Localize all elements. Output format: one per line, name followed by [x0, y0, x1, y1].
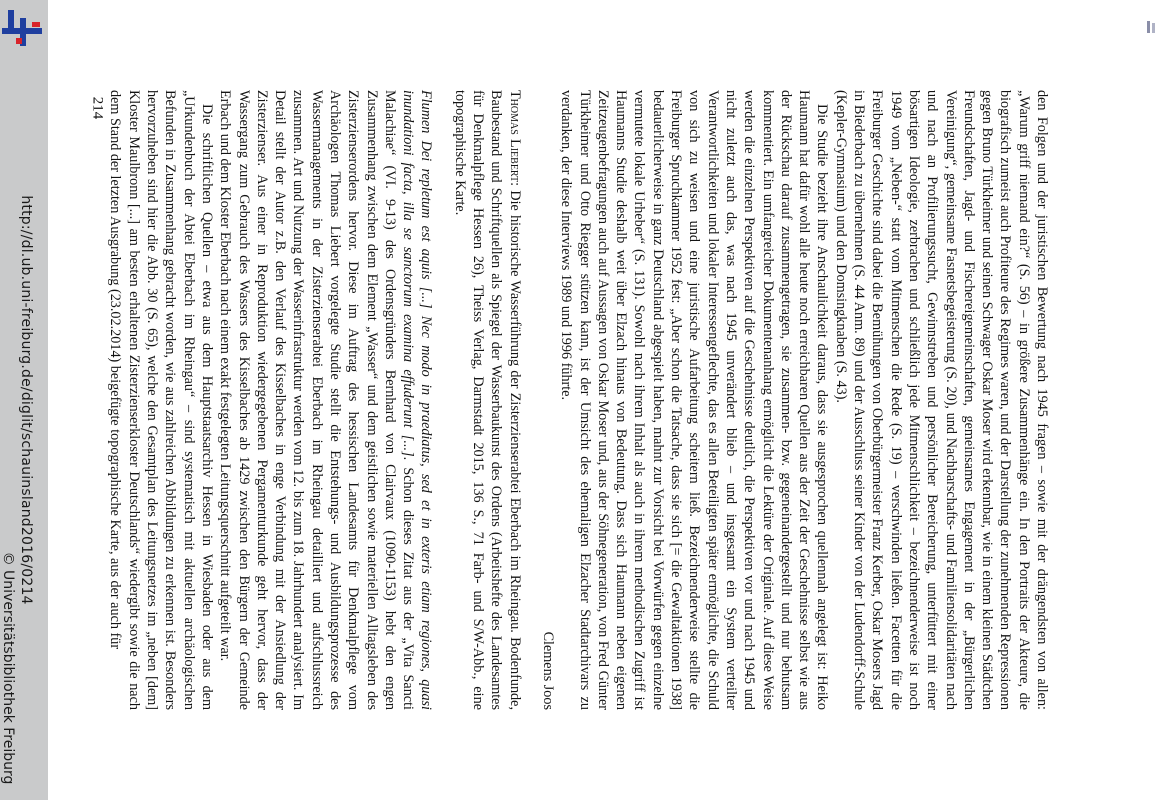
review1-signature: Clemens Joos	[539, 631, 556, 710]
review2-quote: Flumen Dei repletum est aquis [...] Nec modo in praediatus, sed et in exteris etiam regiones, quasi inundationi facta, illa se sanctorum examina effuderunt [...]	[400, 90, 435, 710]
page-content	[107, 90, 1051, 710]
university-library-logo	[2, 4, 44, 48]
review2-paragraph-1-text: . Schon dieses Zitat aus der „Vita Sancti Malachiae“ (VI. 9-13) des Ordensgründers Bernhard von Clairvaux (1090-1153) hebt den engen Zusammenhang zwischen dem Element „Wasser“ und dem geistlichen sowie materiellen Alltagsleben des Zisterzienserordens hervor. Diese im Auftrag des hessischen Landesamts für Denkmalpflege vom Archäologen Thomas Liebert vorgelegte Studie stellt die Entstehungs- und Ausbildungsprozesse des Wassermanagements in der Zisterzienserabtei Eberbach im Rheingau detailliert und aufschlussreich zusammen. Art und Nutzung der Wasserinfrastruktur werden vom 12. bis zum 18. Jahrhundert analysiert. Im Detail stellt der Autor z.B. den Verlauf des Kisselbaches in enge Verbindung mit der Ansiedlung der Zisterzienser. Aus einer in Reproduktion wiedergegebenen Pergamenturkunde geht hervor, dass der Wassergang zum Gebrauch des Wassers des Kisselbaches ab 1429 zwischen den Bürgern der Gemeinde Erbach und dem Kloster Eberbach nach einem exakt festgelegten Leitungsquerschnitt aufgeteilt war.	[217, 90, 417, 710]
review2-author: Thomas Liebert	[506, 90, 523, 183]
review1-paragraph-1: den Folgen und der juristischen Bewertung nach 1945 fragen – sowie mit der drängendsten von allen: „Warum griff niemand ein?“ (S. 56) – in größere Zusammenhänge ein. In den Portraits der Akteure, die biografisch zumeist auch Profiteure des Regimes waren, und der Darstellung der zunehmenden Repressionen gegen Bruno Türkheimer und seinen Schwager Oskar Moser wird erkennbar, wie in einem kleinen Städtchen Freundschaften, Jagd- und Fischereigemeinschaften, gemeinsames Engagement in der „Bürgerlichen Vereinigung“, gemeinsame Fasnetsbegeisterung (S. 20), und Nachbarschafts- und Familiensolidaritäten nach und nach an Profilierungssucht, Gewinnstreben und persönlicher Bereicherung, unterfüttert mit einer bösartigen Ideologie, zerbrachen und schließlich jede Mitmenschlichkeit – bezeichnenderweise ist noch 1949 vom „Neben-“ statt vom Mitmenschen die Rede (S. 19) – verschwinden ließen. Facetten für die Freiburger Geschichte sind dabei die Bemühungen von Oberbürgermeister Franz Kerber, Oskar Mosers Jagd in Biederbach zu übernehmen (S. 44 Anm. 89) und der Ausschluss seiner Kinder von der Ludendorff-Schule (Kepler-Gymnasium) und den Domsingknaben (S. 43).	[832, 90, 1050, 710]
source-url[interactable]: http://dl.ub.uni-freiburg.de/diglit/schauinsland2016/0214	[18, 195, 34, 605]
review2-citation-text: : Die historische Wasserführung der Zisterzienserabtei Eberbach im Rheingau. Bodenfunde, Baubestand und Schriftquellen als Spiegel der Wasserbaukunst des Ordens (Arbeitshefte des Landesamtes für Denkmalpflege Hessen 26), Theiss Verlag, Darmstadt 2015, 136 S., 71 Farb- und S/W-Abb., eine topographische Karte.	[451, 90, 523, 710]
review2-paragraph-1	[216, 90, 436, 710]
rotated-page	[107, 90, 1051, 710]
review1-paragraph-2: Die Studie bezieht ihre Anschaulichkeit daraus, dass sie ausgesprochen quellennah angelegt ist: Heiko Haumann hat dafür wohl alle heute noch erreichbaren Quellen aus der Zeit der Geschehnisse selbst wie aus der Rückschau darauf zusammengetragen, sie zusammen- bzw. gegeneinandergestellt und nur behutsam kommentiert. Ein umfangreicher Dokumentenanhang ermöglicht die Lektüre der Originale. Auf diese Weise werden die einzelnen Perspektiven auf die Geschehnisse deutlich, die Perspektiven vor und nach 1945 und nicht zuletzt auch das, was nach 1945 unverändert blieb – und insgesamt ein System verteilter Verantwortlichkeiten und lokaler Interessengeflechte, das es allen Beteiligten später ermöglichte, die Schuld von sich zu weisen und eine juristische Aufarbeitung scheitern ließ. Bezeichnenderweise stellte die Freiburger Spruchkammer 1952 fest: „Aber schon die Tatsache, dass sie sich [= die Gewaltaktionen 1938] bedauerlicherweise in ganz Deutschland abgespielt haben, mahnt zur Vorsicht bei Vorwürfen gegen einzelne vermutete lokale Urheber“ (S. 131). Sowohl nach ihrem Inhalt als auch in ihrem methodischen Zugriff ist Haumanns Studie deshalb weit über Elzach hinaus von Bedeutung. Dass sich Haumann neben eigenen Zeitzeugenbefragungen auch auf Aussagen von Oskar Moser und, aus der Söhnegeneration, von Fred Günter Türkheimer und Otto Riegger stützen kann, ist der Umsicht des ehemaligen Elzacher Stadtarchivars zu verdanken, der diese Interviews 1989 und 1996 führte.	[558, 90, 831, 710]
scan-edge-mark	[1146, 20, 1156, 34]
page-number: 214	[89, 96, 106, 120]
copyright-notice: © Universitätsbibliothek Freiburg	[0, 551, 16, 785]
sidebar-strip	[0, 0, 48, 800]
review2-citation	[451, 90, 524, 710]
review2-paragraph-2: Die schriftlichen Quellen – etwa aus dem Hauptstaatsarchiv Hessen in Wiesbaden oder aus dem „Urkundenbuch der Abtei Eberbach im Rheingau“ – sind systematisch mit aktuellen archäologischen Befunden in Zusammenhang gebracht worden, wie aus zahlreichen Abbildungen zu erkennen ist. Besonders hervorzuheben sind hier die Abb. 30 (S. 65), welche den Gesamtplan des Leitungsnetzes im „neben [dem] Kloster Maulbronn [...] am besten erhaltenen Zisterzienserkloster Deutschlands“ wiedergibt sowie die nach dem Stand der letzten Ausgrabung (23.02.2014) beigefügte topographische Karte, aus der auch für	[107, 90, 215, 710]
